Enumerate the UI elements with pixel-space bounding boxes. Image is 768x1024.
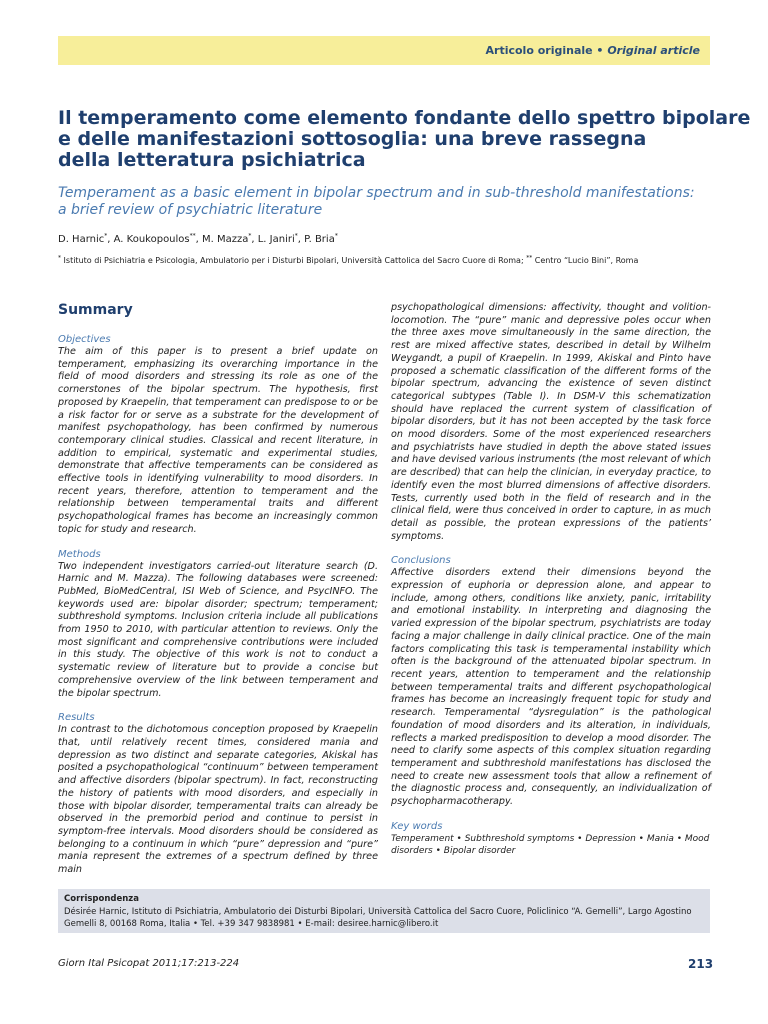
article-type-banner: [58, 36, 710, 65]
title-line: Il temperamento come elemento fondante dello spettro bipolare: [58, 107, 751, 129]
results-text-left: In contrast to the dichotomous conception proposed by Kraepelin that, until relatively recent times, considered mania and depression as two distinct and separate categories, Akiskal has posited a psychopathological “continuum” between temperament and affective disorders (bipolar spectrum). In fact, reconstructing the history of patients with mood disorders, and especially in those with bipolar disorder, temperamental traits can already be observed in the premorbid period and continue to persist in symptom-free intervals. Mood disorders should be considered as belonging to a continuum in which “pure” depression and “pure” mania represent the extremes of a spectrum defined by three main: [58, 724, 378, 876]
methods-heading: Methods: [58, 548, 101, 560]
article-type-italian: Articolo originale •: [485, 44, 604, 57]
article-type-label: [486, 44, 700, 57]
author: D. Harnic*,: [58, 232, 114, 245]
affiliations: * Istituto di Psichiatria e Psicologia, Ambulatorio per i Disturbi Bipolari, Università Cattolica del Sacro Cuore di Roma; ** Centro “Lucio Bini”, Roma: [58, 254, 639, 265]
summary-heading: Summary: [58, 302, 133, 318]
author: P. Bria*: [304, 232, 338, 245]
objectives-heading: Objectives: [58, 334, 111, 345]
subtitle-line: a brief review of psychiatric literature: [58, 202, 323, 218]
author: A. Koukopoulos**,: [113, 232, 202, 245]
article-title: [58, 107, 751, 171]
article-type-english: Original article: [607, 44, 700, 57]
correspondence-heading: Corrispondenza: [64, 894, 139, 904]
summary-column-left: [58, 302, 378, 888]
methods-text: Two independent investigators carried-out literature search (D. Harnic and M. Mazza). The following databases were screened: PubMed, BioMedCentral, ISI Web of Science, and PsycINFO. The keywords used are: bipolar disorder; spectrum; temperament; subthreshold symptoms. Inclusion criteria include all publications from 1950 to 2010, with particular attention to reviews. Only the most significant and comprehensive contributions were included in this study. The objective of this work is not to conduct a systematic review of literature but to provide a concise but comprehensive overview of the link between temperament and the bipolar spectrum.: [58, 560, 378, 699]
keywords-heading: Key words: [391, 820, 443, 832]
correspondence-box: [58, 889, 710, 933]
conclusions-text: Affective disorders extend their dimensions beyond the expression of euphoria or depression alone, and appear to include, among others, conditions like anxiety, panic, irritability and emotional instability. In interpreting and diagnosing the varied expression of the bipolar spectrum, psychiatrists are today facing a major challenge in daily clinical practice. One of the main factors complicating this task is temperamental instability which often is the background of the attenuated bipolar spectrum. In recent years, attention to temperament and the relationship between temperamental traits and different psychopathological frames has become an increasingly frequent topic for study and research. Temperamental “dysregulation” is the pathological foundation of mood disorders and its alteration, in individuals, reflects a marked predisposition to develop a mood disorder. The need to clarify some aspects of this complex situation regarding temperament and subthreshold manifestations has disclosed the need to create new assessment tools that allow a refinement of the diagnostic process and, consequently, an individualization of psychopharmacotherapy.: [391, 567, 711, 808]
correspondence-text: Désirée Harnic, Istituto di Psichiatria, Ambulatorio dei Disturbi Bipolari, Università Cattolica del Sacro Cuore, Policlinico “A. Gemelli”, Largo Agostino Gemelli 8, 00168 Roma, Italia • Tel. +39 347 9838981 • E-mail: desiree.harnic@libero.it: [64, 907, 692, 929]
author: L. Janiri*,: [257, 232, 305, 245]
results-text-right: psychopathological dimensions: affectivity, thought and volition-locomotion. The “pure” manic and depressive poles occur when the three axes move simultaneously in the same direction, the rest are mixed affective states, described in detail by Wilhelm Weygandt, a pupil of Kraepelin. In 1999, Akiskal and Pinto have proposed a schematic classification of the different forms of the bipolar spectrum, advancing the existence of seven distinct categorical subtypes (Table I). In DSM-V this schematization should have replaced the current system of classification of bipolar disorders, but it has not been accepted by the task force on mood disorders. Some of the most experienced researchers and psychiatrists have studied in depth the above stated issues and have devised various instruments (the most relevant of which are described) that can help the clinician, in everyday practice, to identify even the most blurred dimensions of affective disorders. Tests, currently used both in the field of research and in the clinical field, were thus conceived in order to capture, in as much detail as possible, the protean expressions of the patients’ symptoms.: [391, 302, 711, 542]
keywords-text: Temperament • Subthreshold symptoms • Depression • Mania • Mood disorders • Bipolar disorder: [391, 833, 710, 856]
author: M. Mazza*,: [202, 232, 258, 245]
results-heading: Results: [58, 712, 95, 724]
article-subtitle: [58, 185, 718, 219]
subtitle-line: Temperament as a basic element in bipolar spectrum and in sub-threshold manifestations:: [58, 185, 695, 201]
title-line: della letteratura psichiatrica: [58, 149, 366, 171]
journal-citation: Giorn Ital Psicopat 2011;17:213-224: [58, 958, 240, 969]
summary-column-right: [391, 302, 711, 868]
conclusions-heading: Conclusions: [391, 555, 451, 567]
title-line: e delle manifestazioni sottosoglia: una breve rassegna: [58, 128, 647, 150]
page-number: 213: [688, 957, 714, 971]
objectives-text: The aim of this paper is to present a brief update on temperament, emphasizing its overarching importance in the field of mood disorders and stressing its role as one of the cornerstones of the bipolar spectrum. The hypothesis, first proposed by Kraepelin, that temperament can predispose to or be a risk factor for or serve as a substrate for the development of manifest psychopathology, has been confirmed by numerous contemporary clinical studies. Classical and recent literature, in addition to empirical, systematic and experimental studies, demonstrate that affective temperaments can be considered as effective tools in identifying vulnerability to mood disorders. In recent years, therefore, attention to temperament and the relationship between temperamental traits and different psychopathological frames has become an increasingly common topic for study and research.: [58, 346, 378, 535]
author-list: [58, 234, 338, 245]
